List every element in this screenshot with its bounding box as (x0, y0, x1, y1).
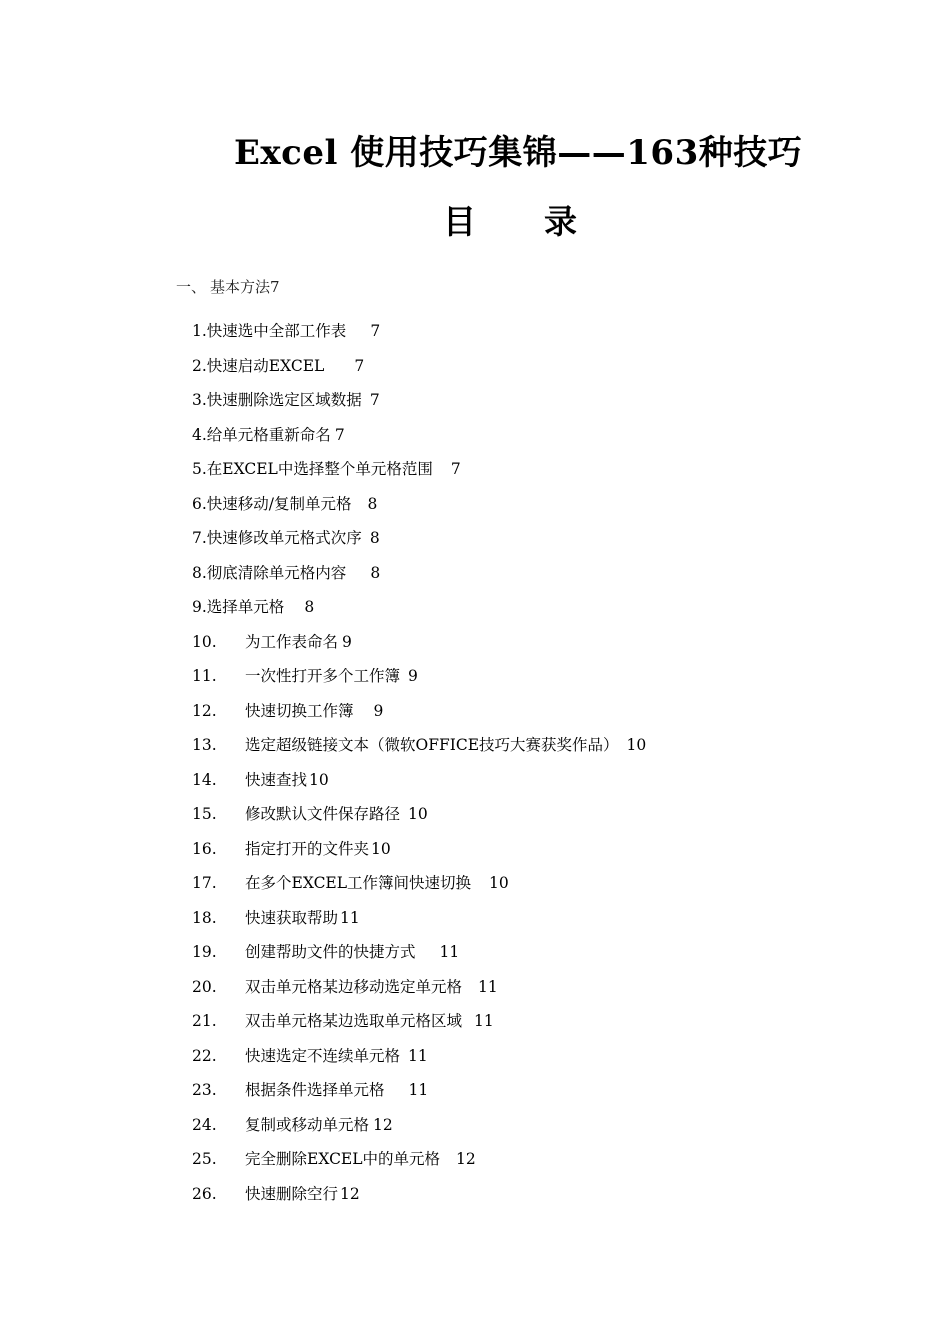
toc-entry-number: 1. (192, 322, 207, 340)
toc-entry-label: 快速选定不连续单元格 (245, 1046, 401, 1065)
toc-entry-label: 快速选中全部工作表 (206, 322, 347, 340)
toc-entry[interactable] (192, 699, 646, 734)
toc-entry[interactable] (192, 1078, 646, 1113)
toc-entry-label: 快速切换工作簿 (245, 701, 354, 720)
toc-entry-label: 选择单元格 (206, 598, 285, 616)
toc-entry-label: 创建帮助文件的快捷方式 (245, 943, 416, 961)
toc-entry[interactable] (192, 975, 646, 1010)
toc-entry-number: 20. (192, 977, 217, 996)
toc-entry-number: 26. (192, 1184, 217, 1203)
toc-entry[interactable] (192, 630, 646, 665)
toc-entry-number: 11. (192, 667, 217, 685)
toc-entry[interactable] (192, 457, 646, 492)
toc-list (192, 319, 646, 1216)
toc-entry-page: 7 (370, 322, 381, 340)
toc-entry[interactable] (192, 595, 646, 630)
toc-entry[interactable] (192, 1113, 646, 1148)
toc-entry-number: 15. (192, 805, 217, 823)
toc-entry-label: 完全删除EXCEL中的单元格 (245, 1150, 441, 1168)
toc-entry-number: 5. (192, 460, 207, 478)
toc-entry[interactable] (192, 526, 646, 561)
toc-entry-label: 快速删除空行 (245, 1184, 339, 1203)
toc-entry-page: 7 (334, 425, 345, 444)
section-marker: 一、 (176, 278, 207, 296)
toc-entry-label: 在EXCEL中选择整个单元格范围 (206, 460, 433, 478)
toc-entry-label: 在多个EXCEL工作簿间快速切换 (245, 874, 472, 892)
toc-heading-left: 目 (443, 202, 476, 241)
toc-entry[interactable] (192, 1009, 646, 1044)
toc-entry-number: 18. (192, 908, 217, 927)
toc-entry[interactable] (192, 906, 646, 941)
toc-entry-page: 7 (450, 460, 461, 478)
toc-entry-label: 快速获取帮助 (245, 908, 339, 927)
toc-entry-page: 11 (474, 1012, 494, 1030)
toc-entry-page: 8 (370, 563, 381, 582)
toc-entry-label: 为工作表命名 (245, 632, 339, 651)
toc-entry-label: 复制或移动单元格 (245, 1115, 370, 1134)
toc-entry-number: 25. (192, 1150, 217, 1168)
toc-entry-number: 7. (192, 529, 207, 547)
toc-entry-page: 11 (408, 1081, 429, 1099)
toc-entry-number: 13. (192, 736, 217, 754)
toc-entry-number: 12. (192, 701, 217, 720)
toc-entry-page: 8 (367, 494, 378, 513)
toc-entry-number: 8. (192, 563, 207, 582)
toc-entry-number: 3. (192, 391, 207, 409)
toc-entry[interactable] (192, 940, 646, 975)
toc-entry-page: 12 (373, 1115, 393, 1134)
toc-entry[interactable] (192, 492, 646, 527)
toc-entry-number: 21. (192, 1012, 217, 1030)
toc-entry-page: 9 (342, 632, 352, 651)
toc-entry-page: 12 (340, 1184, 360, 1203)
toc-entry[interactable] (192, 388, 646, 423)
toc-entry-label: 快速移动/复制单元格 (206, 494, 352, 513)
toc-entry-page: 11 (478, 977, 498, 996)
toc-entry[interactable] (192, 664, 646, 699)
toc-entry-number: 14. (192, 770, 217, 789)
toc-entry-page: 8 (304, 598, 315, 616)
toc-entry-page: 9 (408, 667, 418, 685)
toc-entry[interactable] (192, 354, 646, 389)
toc-entry-number: 6. (192, 494, 207, 513)
toc-entry-label: 双击单元格某边移动选定单元格 (245, 977, 463, 996)
toc-entry-page: 11 (340, 908, 360, 927)
toc-entry-label: 选定超级链接文本（微软OFFICE技巧大赛获奖作品） (245, 736, 619, 754)
toc-entry-label: 彻底清除单元格内容 (206, 563, 347, 582)
toc-entry-label: 修改默认文件保存路径 (245, 805, 401, 823)
toc-entry-number: 23. (192, 1081, 217, 1099)
toc-entry-page: 12 (456, 1150, 476, 1168)
toc-entry[interactable] (192, 1044, 646, 1079)
toc-entry-page: 10 (309, 770, 329, 789)
toc-entry-page: 10 (408, 805, 428, 823)
toc-entry-page: 7 (354, 356, 365, 375)
toc-entry-number: 9. (192, 598, 207, 616)
toc-entry[interactable] (192, 561, 646, 596)
toc-section-heading[interactable] (176, 276, 280, 298)
toc-entry-page: 11 (408, 1046, 428, 1065)
toc-entry-label: 快速启动EXCEL (206, 356, 325, 375)
toc-entry-number: 22. (192, 1046, 217, 1065)
toc-heading (443, 198, 603, 246)
toc-entry[interactable] (192, 802, 646, 837)
toc-entry-page: 11 (439, 943, 460, 961)
toc-entry-page: 9 (373, 701, 384, 720)
toc-entry[interactable] (192, 733, 646, 768)
toc-entry-number: 24. (192, 1115, 217, 1134)
document-title: Excel 使用技巧集锦——163种技巧 (234, 133, 803, 173)
toc-entry-number: 2. (192, 356, 207, 375)
toc-entry-page: 7 (369, 391, 380, 409)
toc-entry-number: 4. (192, 425, 207, 444)
toc-entry[interactable] (192, 837, 646, 872)
toc-entry-label: 双击单元格某边选取单元格区域 (245, 1012, 463, 1030)
toc-entry[interactable] (192, 319, 646, 354)
section-page: 7 (270, 278, 280, 296)
toc-heading-right: 录 (544, 202, 577, 241)
toc-entry-label: 快速修改单元格式次序 (206, 529, 362, 547)
section-label: 基本方法 (210, 278, 271, 296)
toc-entry-label: 指定打开的文件夹 (245, 839, 370, 858)
toc-entry[interactable] (192, 1182, 646, 1217)
toc-entry[interactable] (192, 423, 646, 458)
toc-entry[interactable] (192, 871, 646, 906)
toc-entry-label: 根据条件选择单元格 (245, 1081, 385, 1099)
toc-entry-label: 快速查找 (245, 770, 308, 789)
toc-entry-number: 16. (192, 839, 217, 858)
toc-entry[interactable] (192, 1147, 646, 1182)
toc-entry-page: 10 (371, 839, 391, 858)
toc-entry-number: 10. (192, 632, 217, 651)
toc-entry-page: 10 (489, 874, 509, 892)
toc-entry[interactable] (192, 768, 646, 803)
toc-entry-label: 给单元格重新命名 (206, 425, 331, 444)
toc-entry-label: 一次性打开多个工作簿 (245, 667, 401, 685)
toc-entry-label: 快速删除选定区域数据 (206, 391, 362, 409)
toc-entry-page: 10 (626, 736, 647, 754)
toc-entry-page: 8 (369, 529, 380, 547)
toc-entry-number: 17. (192, 874, 217, 892)
toc-entry-number: 19. (192, 943, 217, 961)
